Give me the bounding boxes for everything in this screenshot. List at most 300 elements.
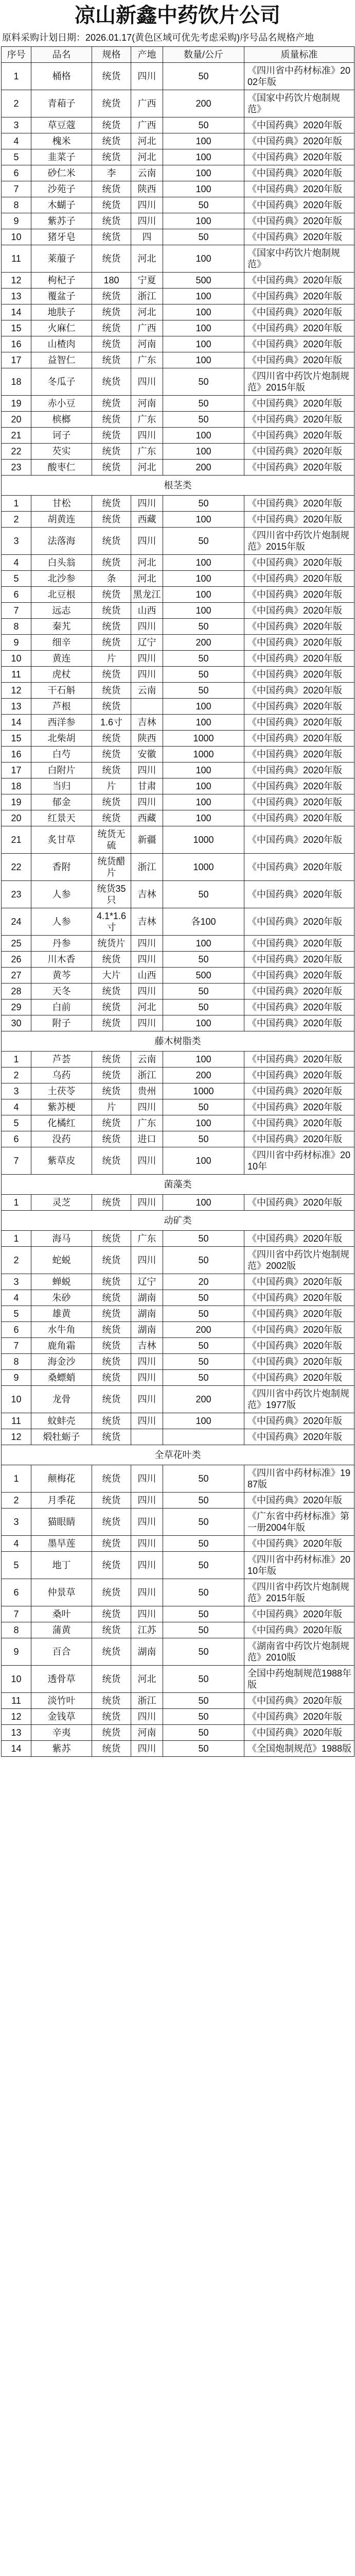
table-row <box>2 213 354 229</box>
table-row <box>2 1354 354 1370</box>
header-standard: 质量标准 <box>244 47 354 63</box>
table-row <box>2 133 354 149</box>
purchase-plan-info: 原料采购计划日期：2026.01.17(黄色区域可优先考虑采购)序号品名规格产地 <box>2 32 314 43</box>
item-spec: 统货 <box>92 428 131 444</box>
item-spec: 统货 <box>92 528 131 555</box>
header-origin: 产地 <box>131 47 163 63</box>
item-name: 远志 <box>31 603 92 619</box>
item-spec: 统货 <box>92 1493 131 1509</box>
item-standard: 《中国药典》2020年版 <box>244 133 354 149</box>
row-index: 3 <box>2 528 31 555</box>
item-standard: 《中国药典》2020年版 <box>244 1115 354 1131</box>
item-qty: 100 <box>163 320 244 336</box>
item-origin: 四川 <box>131 667 163 683</box>
item-origin: 河南 <box>131 396 163 412</box>
row-index: 12 <box>2 683 31 699</box>
item-spec: 统货 <box>92 444 131 460</box>
item-origin: 四川 <box>131 1354 163 1370</box>
item-origin: 河北 <box>131 1666 163 1693</box>
item-qty: 100 <box>163 1015 244 1031</box>
item-name: 淡竹叶 <box>31 1693 92 1709</box>
table-row <box>2 496 354 512</box>
table-row <box>2 1413 354 1429</box>
item-origin: 云南 <box>131 1052 163 1067</box>
item-qty: 100 <box>163 304 244 320</box>
item-name: 月季花 <box>31 1493 92 1509</box>
row-index: 7 <box>2 603 31 619</box>
item-spec: 统货 <box>92 683 131 699</box>
item-spec: 统货 <box>92 1693 131 1709</box>
item-standard: 《中国药典》2020年版 <box>244 1354 354 1370</box>
item-standard: 《中国药典》2020年版 <box>244 555 354 571</box>
item-standard: 《中国药典》2020年版 <box>244 149 354 165</box>
item-qty: 50 <box>163 667 244 683</box>
row-index: 10 <box>2 1666 31 1693</box>
item-name: 猫眼睛 <box>31 1509 92 1536</box>
row-index: 7 <box>2 1338 31 1354</box>
item-name: 甘松 <box>31 496 92 512</box>
section-label: 全草花叶类 <box>2 1445 354 1465</box>
item-standard: 《中国药典》2020年版 <box>244 1195 354 1211</box>
item-qty: 200 <box>163 1067 244 1083</box>
item-name: 细辛 <box>31 635 92 651</box>
item-qty: 100 <box>163 181 244 197</box>
item-qty: 100 <box>163 165 244 181</box>
purchase-table <box>1 46 354 1757</box>
item-standard: 《中国药典》2020年版 <box>244 1536 354 1552</box>
item-name: 仲景草 <box>31 1579 92 1606</box>
item-name: 水牛角 <box>31 1322 92 1338</box>
row-index: 12 <box>2 273 31 289</box>
table-row <box>2 320 354 336</box>
item-qty: 50 <box>163 683 244 699</box>
item-name: 北豆根 <box>31 587 92 603</box>
item-origin: 山西 <box>131 968 163 984</box>
table-row <box>2 368 354 396</box>
row-index: 2 <box>2 1247 31 1274</box>
item-qty: 50 <box>163 1247 244 1274</box>
page-title: 凉山新鑫中药饮片公司 <box>75 4 280 27</box>
item-spec: 统货醋片 <box>92 854 131 881</box>
table-row <box>2 1693 354 1709</box>
item-spec: 统货 <box>92 181 131 197</box>
row-index: 1 <box>2 1195 31 1211</box>
row-index: 4 <box>2 1099 31 1115</box>
item-spec: 统货 <box>92 1622 131 1638</box>
row-index: 8 <box>2 1622 31 1638</box>
item-origin: 四川 <box>131 1465 163 1493</box>
item-name: 川木香 <box>31 952 92 968</box>
table-row <box>2 731 354 747</box>
table-row <box>2 999 354 1015</box>
table-row <box>2 794 354 810</box>
item-spec: 统货 <box>92 1725 131 1741</box>
item-spec: 统货 <box>92 368 131 396</box>
item-origin: 四川 <box>131 368 163 396</box>
item-origin: 广东 <box>131 1231 163 1247</box>
table-row <box>2 1493 354 1509</box>
item-qty: 100 <box>163 587 244 603</box>
item-origin: 四川 <box>131 1195 163 1211</box>
item-standard: 《中国药典》2020年版 <box>244 1306 354 1322</box>
item-qty: 100 <box>163 715 244 731</box>
table-row <box>2 1741 354 1757</box>
item-name: 海金沙 <box>31 1354 92 1370</box>
item-origin: 安徽 <box>131 747 163 762</box>
item-standard: 《中国药典》2020年版 <box>244 304 354 320</box>
item-standard: 《中国药典》2020年版 <box>244 428 354 444</box>
row-index: 6 <box>2 1131 31 1147</box>
item-spec: 统货 <box>92 587 131 603</box>
row-index: 3 <box>2 1083 31 1099</box>
item-origin: 河北 <box>131 133 163 149</box>
item-standard: 《中国药典》2020年版 <box>244 273 354 289</box>
item-standard: 《湖南省中药饮片炮制规范》2010版 <box>244 1638 354 1666</box>
item-origin: 四川 <box>131 1709 163 1725</box>
item-spec: 统货 <box>92 1638 131 1666</box>
item-qty: 100 <box>163 810 244 826</box>
item-qty: 50 <box>163 1231 244 1247</box>
item-standard: 《中国药典》2020年版 <box>244 747 354 762</box>
table-row <box>2 352 354 368</box>
item-standard: 《四川省中药材标准》2002年版 <box>244 63 354 90</box>
item-spec: 统货 <box>92 952 131 968</box>
item-origin: 四川 <box>131 1413 163 1429</box>
item-name: 红景天 <box>31 810 92 826</box>
item-standard: 《中国药典》2020年版 <box>244 197 354 213</box>
item-name: 土茯苓 <box>31 1083 92 1099</box>
item-standard: 《四川省中药材标准》2010年版 <box>244 1552 354 1579</box>
table-row <box>2 444 354 460</box>
table-row <box>2 1509 354 1536</box>
section-header <box>2 476 354 496</box>
item-standard: 《中国药典》2020年版 <box>244 968 354 984</box>
table-row <box>2 1386 354 1413</box>
row-index: 1 <box>2 1465 31 1493</box>
item-spec: 统货 <box>92 555 131 571</box>
item-origin: 吉林 <box>131 1338 163 1354</box>
row-index: 13 <box>2 289 31 304</box>
item-standard: 《中国药典》2020年版 <box>244 603 354 619</box>
item-origin: 浙江 <box>131 854 163 881</box>
item-spec: 统货 <box>92 810 131 826</box>
row-index: 4 <box>2 133 31 149</box>
item-standard: 《中国药典》2020年版 <box>244 826 354 854</box>
table-row <box>2 197 354 213</box>
table-row <box>2 117 354 133</box>
item-qty: 50 <box>163 1536 244 1552</box>
item-qty: 200 <box>163 90 244 117</box>
item-spec: 统货 <box>92 1052 131 1067</box>
item-origin: 吉林 <box>131 908 163 936</box>
item-standard: 《全国炮制规范》1988版 <box>244 1741 354 1757</box>
row-index: 8 <box>2 619 31 635</box>
item-qty: 500 <box>163 968 244 984</box>
item-origin: 四川 <box>131 1509 163 1536</box>
item-origin <box>131 1429 163 1445</box>
item-name: 龙骨 <box>31 1386 92 1413</box>
row-index: 16 <box>2 336 31 352</box>
table-row <box>2 952 354 968</box>
item-origin: 四川 <box>131 197 163 213</box>
item-standard: 《中国药典》2020年版 <box>244 1290 354 1306</box>
item-origin: 四川 <box>131 1493 163 1509</box>
row-index: 25 <box>2 936 31 952</box>
row-index: 8 <box>2 197 31 213</box>
row-index: 6 <box>2 1322 31 1338</box>
item-spec: 统货 <box>92 762 131 778</box>
row-index: 4 <box>2 1536 31 1552</box>
item-name: 丹参 <box>31 936 92 952</box>
item-spec: 统货 <box>92 197 131 213</box>
item-spec: 片 <box>92 1099 131 1115</box>
row-index: 13 <box>2 1725 31 1741</box>
item-qty: 50 <box>163 1509 244 1536</box>
item-name: 莱菔子 <box>31 245 92 273</box>
section-header <box>2 1031 354 1052</box>
item-spec: 大片 <box>92 968 131 984</box>
item-qty: 200 <box>163 1386 244 1413</box>
table-row <box>2 1067 354 1083</box>
item-name: 百合 <box>31 1638 92 1666</box>
item-standard: 《中国药典》2020年版 <box>244 1052 354 1067</box>
item-standard: 《四川省中药饮片炮制规范》2002版 <box>244 1247 354 1274</box>
item-origin: 四川 <box>131 1579 163 1606</box>
row-index: 1 <box>2 496 31 512</box>
row-index: 12 <box>2 1709 31 1725</box>
item-origin: 宁夏 <box>131 273 163 289</box>
item-standard: 《四川省中药饮片炮制规范》1977版 <box>244 1386 354 1413</box>
row-index: 19 <box>2 794 31 810</box>
item-standard: 《中国药典》2020年版 <box>244 762 354 778</box>
table-row <box>2 304 354 320</box>
item-name: 金钱草 <box>31 1709 92 1725</box>
item-qty: 100 <box>163 762 244 778</box>
item-name: 白前 <box>31 999 92 1015</box>
row-index: 14 <box>2 715 31 731</box>
item-standard: 《广东省中药材标准》第一册2004年版 <box>244 1509 354 1536</box>
item-origin: 四川 <box>131 619 163 635</box>
section-label: 菌藻类 <box>2 1175 354 1195</box>
item-name: 颠梅花 <box>31 1465 92 1493</box>
row-index: 8 <box>2 1354 31 1370</box>
row-index: 10 <box>2 651 31 667</box>
table-body <box>2 63 354 1757</box>
item-spec: 统货 <box>92 1579 131 1606</box>
row-index: 28 <box>2 984 31 999</box>
item-qty: 50 <box>163 1465 244 1493</box>
item-spec: 统货 <box>92 1115 131 1131</box>
item-qty: 1000 <box>163 1083 244 1099</box>
item-spec: 统货 <box>92 747 131 762</box>
item-origin: 四川 <box>131 762 163 778</box>
row-index: 9 <box>2 1370 31 1386</box>
item-origin: 四川 <box>131 63 163 90</box>
table-row <box>2 1290 354 1306</box>
item-name: 白芍 <box>31 747 92 762</box>
table-row <box>2 881 354 908</box>
item-standard: 《中国药典》2020年版 <box>244 619 354 635</box>
item-spec: 统货 <box>92 1338 131 1354</box>
item-name: 紫苏梗 <box>31 1099 92 1115</box>
item-name: 海马 <box>31 1231 92 1247</box>
row-index: 15 <box>2 320 31 336</box>
item-spec: 统货 <box>92 1509 131 1536</box>
item-qty: 100 <box>163 571 244 587</box>
item-spec: 统货 <box>92 117 131 133</box>
row-index: 21 <box>2 428 31 444</box>
item-origin: 湖南 <box>131 1306 163 1322</box>
row-index: 24 <box>2 908 31 936</box>
item-qty: 100 <box>163 603 244 619</box>
item-qty: 50 <box>163 651 244 667</box>
item-origin: 四川 <box>131 1606 163 1622</box>
item-standard: 《中国药典》2020年版 <box>244 289 354 304</box>
item-standard: 《中国药典》2020年版 <box>244 794 354 810</box>
table-row <box>2 1247 354 1274</box>
item-name: 炙甘草 <box>31 826 92 854</box>
item-standard: 《中国药典》2020年版 <box>244 1622 354 1638</box>
table-row <box>2 396 354 412</box>
item-name: 朱砂 <box>31 1290 92 1306</box>
item-origin: 进口 <box>131 1131 163 1147</box>
item-name: 煅牡蛎子 <box>31 1429 92 1445</box>
item-qty: 50 <box>163 1709 244 1725</box>
item-qty: 50 <box>163 229 244 245</box>
row-index: 16 <box>2 747 31 762</box>
table-row <box>2 1465 354 1493</box>
item-name: 木蝴子 <box>31 197 92 213</box>
section-label: 根茎类 <box>2 476 354 496</box>
item-standard: 《中国药典》2020年版 <box>244 571 354 587</box>
table-row <box>2 908 354 936</box>
row-index: 18 <box>2 778 31 794</box>
row-index: 9 <box>2 1638 31 1666</box>
item-origin: 四川 <box>131 651 163 667</box>
table-row <box>2 1274 354 1290</box>
row-index: 10 <box>2 229 31 245</box>
item-spec: 统货 <box>92 512 131 528</box>
item-name: 天冬 <box>31 984 92 999</box>
item-origin: 四川 <box>131 1099 163 1115</box>
table-row <box>2 603 354 619</box>
item-spec: 统货 <box>92 635 131 651</box>
item-qty: 100 <box>163 213 244 229</box>
item-qty: 100 <box>163 778 244 794</box>
table-row <box>2 1579 354 1606</box>
item-origin: 四川 <box>131 936 163 952</box>
table-row <box>2 1429 354 1445</box>
item-name: 黄芩 <box>31 968 92 984</box>
row-index: 22 <box>2 854 31 881</box>
item-qty: 50 <box>163 1693 244 1709</box>
table-row <box>2 1606 354 1622</box>
item-origin: 四川 <box>131 1536 163 1552</box>
item-origin: 广东 <box>131 412 163 428</box>
item-standard: 《中国药典》2020年版 <box>244 1693 354 1709</box>
table-row <box>2 90 354 117</box>
item-standard: 《中国药典》2020年版 <box>244 667 354 683</box>
table-row <box>2 1536 354 1552</box>
item-name: 蒲黄 <box>31 1622 92 1638</box>
item-standard: 《中国药典》2020年版 <box>244 908 354 936</box>
table-row <box>2 1709 354 1725</box>
table-row <box>2 635 354 651</box>
item-qty: 50 <box>163 881 244 908</box>
item-name: 酸枣仁 <box>31 460 92 476</box>
item-name: 诃子 <box>31 428 92 444</box>
item-name: 鹿角霜 <box>31 1338 92 1354</box>
section-header <box>2 1445 354 1465</box>
item-origin: 辽宁 <box>131 635 163 651</box>
item-qty: 50 <box>163 1552 244 1579</box>
item-origin: 江苏 <box>131 1622 163 1638</box>
item-qty: 100 <box>163 1195 244 1211</box>
item-qty: 100 <box>163 336 244 352</box>
row-index: 2 <box>2 1493 31 1509</box>
item-origin: 广西 <box>131 117 163 133</box>
item-name: 槟榔 <box>31 412 92 428</box>
item-standard: 全国中药炮制规范1988年版 <box>244 1666 354 1693</box>
item-qty: 100 <box>163 512 244 528</box>
item-qty: 1000 <box>163 854 244 881</box>
item-spec: 统货 <box>92 229 131 245</box>
item-spec: 统货 <box>92 1666 131 1693</box>
item-spec: 统货 <box>92 1709 131 1725</box>
item-qty: 200 <box>163 1322 244 1338</box>
item-qty: 100 <box>163 1413 244 1429</box>
row-index: 17 <box>2 352 31 368</box>
item-qty: 100 <box>163 444 244 460</box>
item-name: 地丁 <box>31 1552 92 1579</box>
row-index: 13 <box>2 699 31 715</box>
table-row <box>2 512 354 528</box>
item-standard: 《中国药典》2020年版 <box>244 229 354 245</box>
item-standard: 《中国药典》2020年版 <box>244 165 354 181</box>
item-name: 胡黄连 <box>31 512 92 528</box>
item-spec: 李 <box>92 165 131 181</box>
table-row <box>2 1306 354 1322</box>
item-origin: 河北 <box>131 245 163 273</box>
item-standard: 《中国药典》2020年版 <box>244 1606 354 1622</box>
item-standard: 《中国药典》2020年版 <box>244 635 354 651</box>
item-name: 人参 <box>31 881 92 908</box>
item-name: 人参 <box>31 908 92 936</box>
item-name: 北柴胡 <box>31 731 92 747</box>
item-qty: 50 <box>163 1666 244 1693</box>
item-origin: 广东 <box>131 352 163 368</box>
item-origin: 湖南 <box>131 1638 163 1666</box>
item-spec: 统货 <box>92 1386 131 1413</box>
item-origin: 浙江 <box>131 289 163 304</box>
row-index: 12 <box>2 1429 31 1445</box>
item-origin: 四 <box>131 229 163 245</box>
item-standard: 《中国药典》2020年版 <box>244 984 354 999</box>
item-origin: 广东 <box>131 1115 163 1131</box>
item-standard: 《中国药典》2020年版 <box>244 683 354 699</box>
item-name: 猪牙皂 <box>31 229 92 245</box>
item-name: 韭菜子 <box>31 149 92 165</box>
item-origin: 辽宁 <box>131 1274 163 1290</box>
row-index: 2 <box>2 512 31 528</box>
table-row <box>2 1725 354 1741</box>
item-standard: 《四川省中药材标准》2010年 <box>244 1147 354 1175</box>
item-standard: 《中国药典》2020年版 <box>244 699 354 715</box>
item-standard: 《中国药典》2020年版 <box>244 1099 354 1115</box>
item-origin: 河北 <box>131 555 163 571</box>
item-name: 法落海 <box>31 528 92 555</box>
table-row <box>2 149 354 165</box>
